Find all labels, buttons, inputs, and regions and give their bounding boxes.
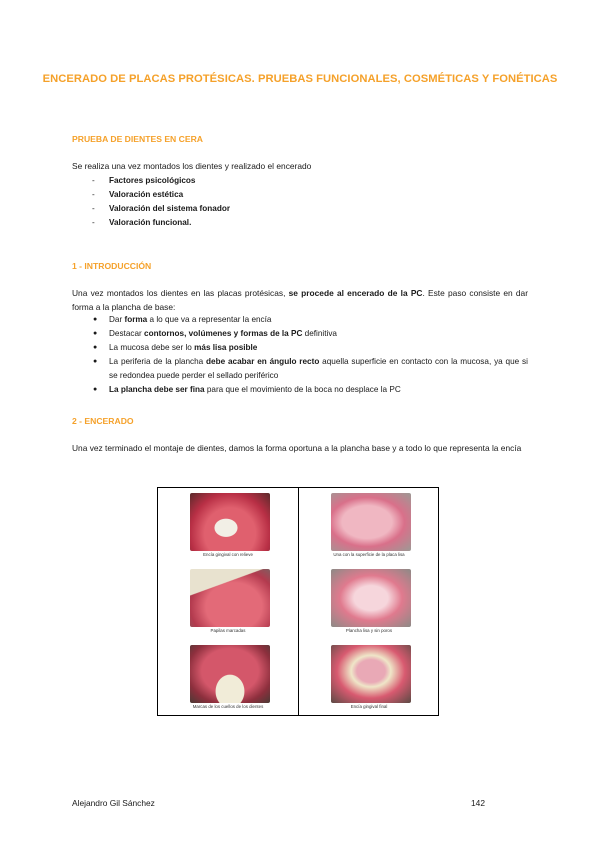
list-item: ● Destacar contornos, volúmenes y formas de la PC definitiva	[93, 327, 528, 341]
list-item: - Valoración estética	[92, 188, 230, 202]
figure-cell	[299, 564, 439, 640]
figure-cell	[158, 488, 298, 564]
denture-photo	[331, 569, 411, 627]
list-item: ● La mucosa debe ser lo más lisa posible	[93, 341, 528, 355]
list-item: ● La plancha debe ser fina para que el movimiento de la boca no desplace la PC	[93, 383, 528, 397]
figure-caption: Una con la superficie de la placa lisa	[333, 552, 405, 557]
footer-page-number: 142	[471, 798, 485, 808]
intro-paragraph	[72, 286, 528, 314]
heading-introduccion: 1 - INTRODUCCIÓN	[72, 261, 152, 271]
denture-photo	[331, 493, 411, 551]
encerado-paragraph: Una vez terminado el montaje de dientes, damos la forma oportuna a la plancha base y a todo lo que representa la encía	[72, 443, 522, 453]
heading-encerado: 2 - ENCERADO	[72, 416, 134, 426]
text-span: . Este paso consiste en dar forma a la plancha de base:	[72, 288, 528, 312]
figure-cell	[299, 488, 439, 564]
list-item: ● Dar forma a lo que va a representar la encía	[93, 313, 528, 327]
denture-photo	[190, 493, 270, 551]
denture-photo	[190, 645, 270, 703]
figure-caption: Encía gingival con relieve	[203, 552, 253, 557]
figure-cell	[158, 564, 298, 640]
heading-prueba-dientes: PRUEBA DE DIENTES EN CERA	[72, 134, 203, 144]
figure-cell	[158, 640, 298, 716]
text-span: Una vez montados los dientes en las placas protésicas,	[72, 288, 289, 298]
list-item: ● La periferia de la plancha debe acabar en ángulo recto aquella superficie en contacto con la mucosa, ya que si se redondea puede perder el sellado periférico	[93, 355, 528, 383]
figure-caption: Papilas marcadas	[210, 628, 246, 633]
denture-photo	[190, 569, 270, 627]
factors-list	[92, 174, 230, 230]
bold-span: se procede al encerado de la PC	[288, 288, 423, 298]
figure-caption: Plancha lisa y sin poros	[345, 628, 393, 633]
footer-author: Alejandro Gil Sánchez	[72, 798, 155, 808]
list-item: - Valoración del sistema fonador	[92, 202, 230, 216]
figure-grid	[157, 487, 439, 716]
list-item: - Factores psicológicos	[92, 174, 230, 188]
figure-caption: Encía gingival final	[350, 704, 388, 709]
list-item: - Valoración funcional.	[92, 216, 230, 230]
figure-cell	[299, 640, 439, 716]
denture-photo	[331, 645, 411, 703]
document-title: ENCERADO DE PLACAS PROTÉSICAS. PRUEBAS FUNCIONALES, COSMÉTICAS Y FONÉTICAS	[42, 73, 558, 85]
figure-caption: Marcas de los cuellos de los dientes	[192, 704, 264, 709]
bullet-list	[93, 313, 528, 397]
intro-text: Se realiza una vez montados los dientes y realizado el encerado	[72, 161, 312, 171]
